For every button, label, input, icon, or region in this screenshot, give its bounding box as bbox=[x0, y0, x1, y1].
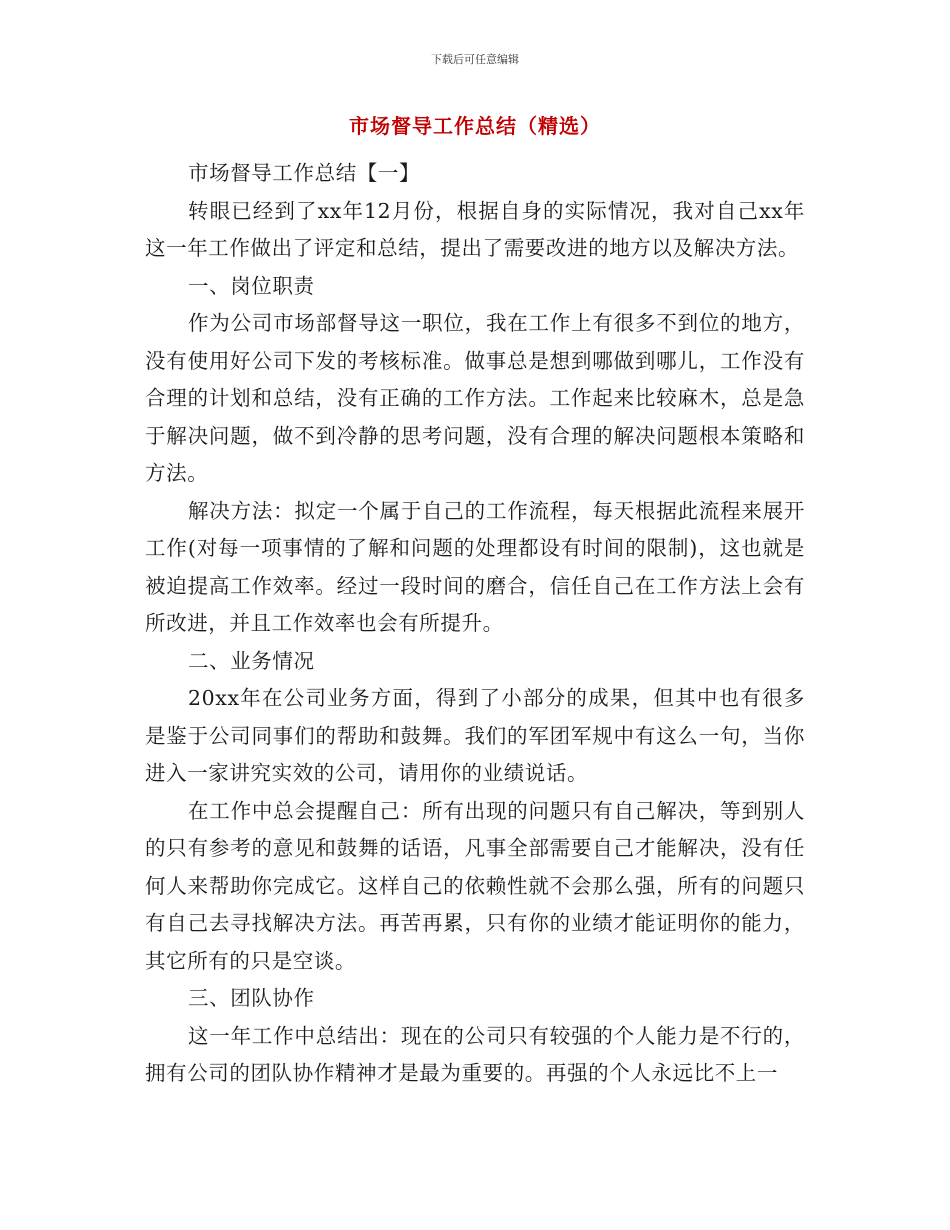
paragraph: 转眼已经到了xx年12月份，根据自身的实际情况，我对自己xx年这一年工作做出了评定和总结，提出了需要改进的地方以及解决方法。 bbox=[145, 198, 805, 260]
section-heading: 市场督导工作总结【一】 bbox=[188, 161, 421, 185]
section-heading: 三、团队协作 bbox=[188, 986, 315, 1010]
header-note: 下载后可任意编辑 bbox=[431, 53, 519, 66]
section-heading: 一、岗位职责 bbox=[188, 273, 315, 298]
document-body bbox=[145, 155, 805, 1093]
paragraph: 20xx年在公司业务方面，得到了小部分的成果，但其中也有很多是鉴于公司同事们的帮助和鼓舞。我们的军团军规中有这么一句，当你进入一家讲究实效的公司，请用你的业绩说话。 bbox=[145, 686, 805, 785]
paragraph: 这一年工作中总结出：现在的公司只有较强的个人能力是不行的，拥有公司的团队协作精神才是最为重要的。再强的个人永远比不上一 bbox=[145, 1023, 805, 1085]
section-heading: 二、业务情况 bbox=[188, 648, 315, 673]
paragraph: 作为公司市场部督导这一职位，我在工作上有很多不到位的地方，没有使用好公司下发的考核标准。做事总是想到哪做到哪儿，工作没有合理的计划和总结，没有正确的工作方法。工作起来比较麻木，总是急于解决问题，做不到冷静的思考问题，没有合理的解决问题根本策略和方法。 bbox=[145, 311, 805, 485]
paragraph: 解决方法：拟定一个属于自己的工作流程，每天根据此流程来展开工作(对每一项事情的了解和问题的处理都设有时间的限制)，这也就是被迫提高工作效率。经过一段时间的磨合，信任自己在工作方法上会有所改进，并且工作效率也会有所提升。 bbox=[145, 498, 805, 635]
paragraph: 在工作中总会提醒自己：所有出现的问题只有自己解决，等到别人的只有参考的意见和鼓舞的话语，凡事全部需要自己才能解决，没有任何人来帮助你完成它。这样自己的依赖性就不会那么强，所有的问题只有自己去寻找解决方法。再苦再累，只有你的业绩才能证明你的能力，其它所有的只是空谈。 bbox=[145, 798, 805, 973]
document-title: 市场督导工作总结（精选） bbox=[349, 114, 601, 138]
